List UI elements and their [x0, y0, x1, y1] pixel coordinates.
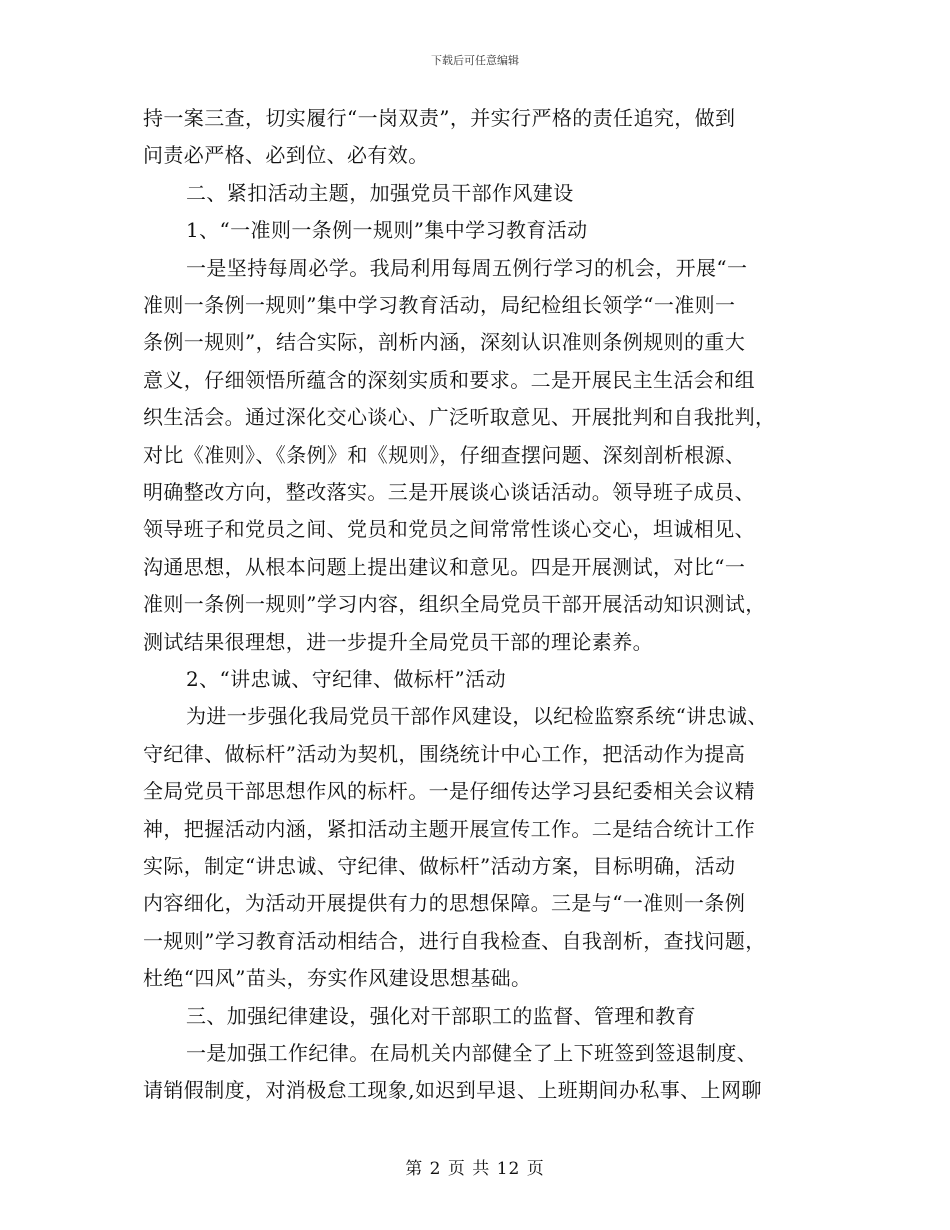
text-line: 内容细化，为活动开展提供有力的思想保障。三是与“一准则一条例: [143, 891, 746, 916]
text-line: 对比《准则》、《条例》和《规则》，仔细查摆问题、深刻剖析根源、: [143, 442, 746, 467]
text-line: 准则一条例一规则”学习内容，组织全局党员干部开展活动知识测试，: [143, 592, 766, 617]
subsection-heading: 1、“一准则一条例一规则”集中学习教育活动: [186, 218, 588, 243]
text-line: 测试结果很理想，进一步提升全局党员干部的理论素养。: [143, 629, 653, 654]
text-line: 请销假制度，对消极怠工现象,如迟到早退、上班期间办私事、上网聊: [143, 1078, 762, 1103]
text-line: 实际，制定“讲忠诚、守纪律、做标杆”活动方案，目标明确，活动: [143, 854, 736, 878]
text-line: 明确整改方向，整改落实。三是开展谈心谈话活动。领导班子成员、: [143, 480, 755, 504]
text-line: 织生活会。通过深化交心谈心、广泛听取意见、开展批判和自我批判，: [143, 405, 776, 430]
page-header: 下载后可任意编辑: [431, 54, 519, 67]
text-line: 守纪律、做标杆”活动为契机，围绕统计中心工作，把活动作为提高: [143, 741, 746, 766]
text-line: 条例一规则”，结合实际，剖析内涵，深刻认识准则条例规则的重大: [143, 330, 746, 355]
text-line: 准则一条例一规则”集中学习教育活动，局纪检组长领学“一准则一: [143, 293, 736, 317]
text-line: 全局党员干部思想作风的标杆。一是仔细传达学习县纪委相关会议精: [143, 779, 755, 804]
text-line: 一是加强工作纪律。在局机关内部健全了上下班签到签退制度、: [186, 1041, 758, 1065]
text-line: 神，把握活动内涵，紧扣活动主题开展宣传工作。二是结合统计工作: [143, 816, 755, 841]
page-number-footer: 第 2 页 共 12 页: [405, 1159, 545, 1179]
text-line: 领导班子和党员之间、党员和党员之间常常性谈心交心，坦诚相见、: [143, 517, 755, 542]
text-line: 持一案三查，切实履行“一岗双责”，并实行严格的责任追究，做到: [143, 106, 736, 130]
text-line: 一是坚持每周必学。我局利用每周五例行学习的机会，开展“一: [186, 255, 748, 280]
text-line: 问责必严格、必到位、必有效。: [143, 143, 429, 168]
text-line: 一规则”学习教育活动相结合，进行自我检查、自我剖析，查找问题，: [143, 928, 766, 953]
text-line: 沟通思想，从根本问题上提出建议和意见。四是开展测试，对比“一: [143, 554, 746, 579]
subsection-heading: 2、“讲忠诚、守纪律、做标杆”活动: [186, 667, 506, 691]
text-line: 为进一步强化我局党员干部作风建设，以纪检监察系统“讲忠诚、: [186, 704, 768, 729]
text-line: 意义，仔细领悟所蕴含的深刻实质和要求。二是开展民主生活会和组: [143, 367, 755, 392]
text-line: 杜绝“四风”苗头，夯实作风建设思想基础。: [143, 966, 532, 991]
section-heading: 二、紧扣活动主题，加强党员干部作风建设: [186, 180, 574, 205]
section-heading: 三、加强纪律建设，强化对干部职工的监督、管理和教育: [186, 1003, 696, 1028]
